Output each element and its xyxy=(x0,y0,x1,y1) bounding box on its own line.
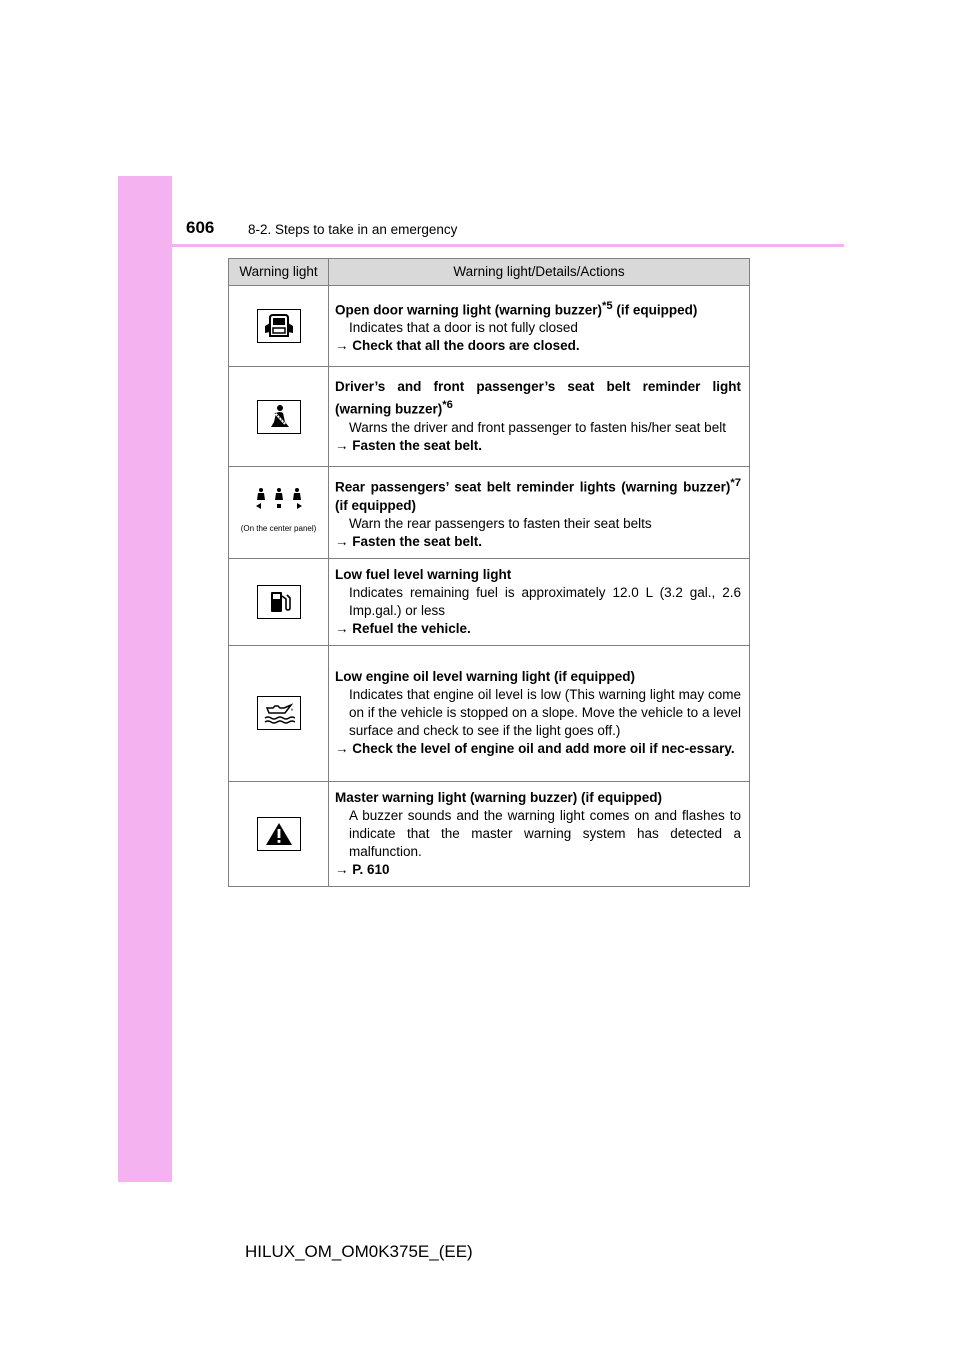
arrow-icon: → xyxy=(335,338,349,354)
warning-action: → Check that all the doors are closed. xyxy=(335,338,580,354)
document-footer: HILUX_OM_OM0K375E_(EE) xyxy=(245,1242,473,1261)
table-row xyxy=(229,645,750,781)
details-cell xyxy=(329,645,750,781)
warning-description: A buzzer sounds and the warning light comes on and flashes to indicate that the master warning system has detected a malfunction. xyxy=(349,807,741,859)
warning-title: Low fuel level warning light xyxy=(335,566,512,582)
details-cell xyxy=(329,367,750,467)
master-warning-icon xyxy=(257,817,301,851)
details-cell xyxy=(329,558,750,645)
warning-title: Low engine oil level warning light (if equipped) xyxy=(335,669,636,684)
icon-cell xyxy=(229,367,329,467)
icon-cell xyxy=(229,467,329,559)
table-row xyxy=(229,467,750,559)
warning-action: → Fasten the seat belt. xyxy=(335,533,483,549)
seat-belt-icon xyxy=(257,400,301,434)
arrow-icon: → xyxy=(335,620,349,636)
oil-can-icon xyxy=(257,696,301,730)
warning-action xyxy=(335,861,741,879)
page-number: 606 xyxy=(186,218,215,237)
column-header-warning-light: Warning light xyxy=(229,259,329,286)
arrow-icon: → xyxy=(335,741,349,756)
icon-cell xyxy=(229,781,329,886)
table-row xyxy=(229,286,750,367)
page-reference-link[interactable]: P. 610 xyxy=(352,861,390,877)
section-title: 8-2. Steps to take in an emergency xyxy=(248,222,458,237)
arrow-icon: → xyxy=(335,533,349,549)
warning-action: → Fasten the seat belt. xyxy=(335,437,483,453)
warning-title: Master warning light (warning buzzer) (if equipped) xyxy=(335,789,662,805)
rear-seat-belt-icon xyxy=(229,487,328,518)
arrow-icon: → xyxy=(335,861,349,877)
warning-description: Warn the rear passengers to fasten their seat belts xyxy=(349,515,652,531)
icon-cell xyxy=(229,286,329,367)
icon-cell xyxy=(229,558,329,645)
table-row xyxy=(229,558,750,645)
warning-action: → Check the level of engine oil and add more oil if nec-essary. xyxy=(335,741,735,756)
side-tab-band xyxy=(118,176,172,1182)
details-cell xyxy=(329,286,750,367)
warning-title: Driver’s and front passenger’s seat belt reminder light (warning buzzer)$^{*6}$ xyxy=(335,379,741,417)
warning-description: Indicates that engine oil level is low (This warning light may come on if the vehicle is stopped on a slope. Move the vehicle to a level surface and check to see if the light goes off.) xyxy=(349,687,741,738)
warning-action: → Refuel the vehicle. xyxy=(335,620,471,636)
details-cell xyxy=(329,781,750,886)
fuel-pump-icon xyxy=(257,585,301,619)
warning-description: Indicates that a door is not fully closed xyxy=(349,320,578,336)
warning-description: Warns the driver and front passenger to fasten his/her seat belt xyxy=(349,419,726,435)
arrow-icon: → xyxy=(335,437,349,453)
warning-light-table xyxy=(228,258,750,887)
table-row xyxy=(229,367,750,467)
icon-cell xyxy=(229,645,329,781)
warning-title: Rear passengers’ seat belt reminder lights (warning buzzer)$^{*7}$ (if equipped) xyxy=(335,477,741,513)
open-door-icon xyxy=(257,309,301,343)
warning-title: Open door warning light (warning buzzer)$^{*5}$ (if equipped) xyxy=(335,299,698,318)
icon-note: (On the center panel) xyxy=(240,523,317,533)
table-row xyxy=(229,781,750,886)
details-cell xyxy=(329,467,750,559)
table-header-row xyxy=(229,259,750,286)
header-rule xyxy=(172,244,844,247)
warning-description: Indicates remaining fuel is approximately 12.0 L (3.2 gal., 2.6 Imp.gal.) or less xyxy=(349,584,741,618)
column-header-details: Warning light/Details/Actions xyxy=(329,259,750,286)
